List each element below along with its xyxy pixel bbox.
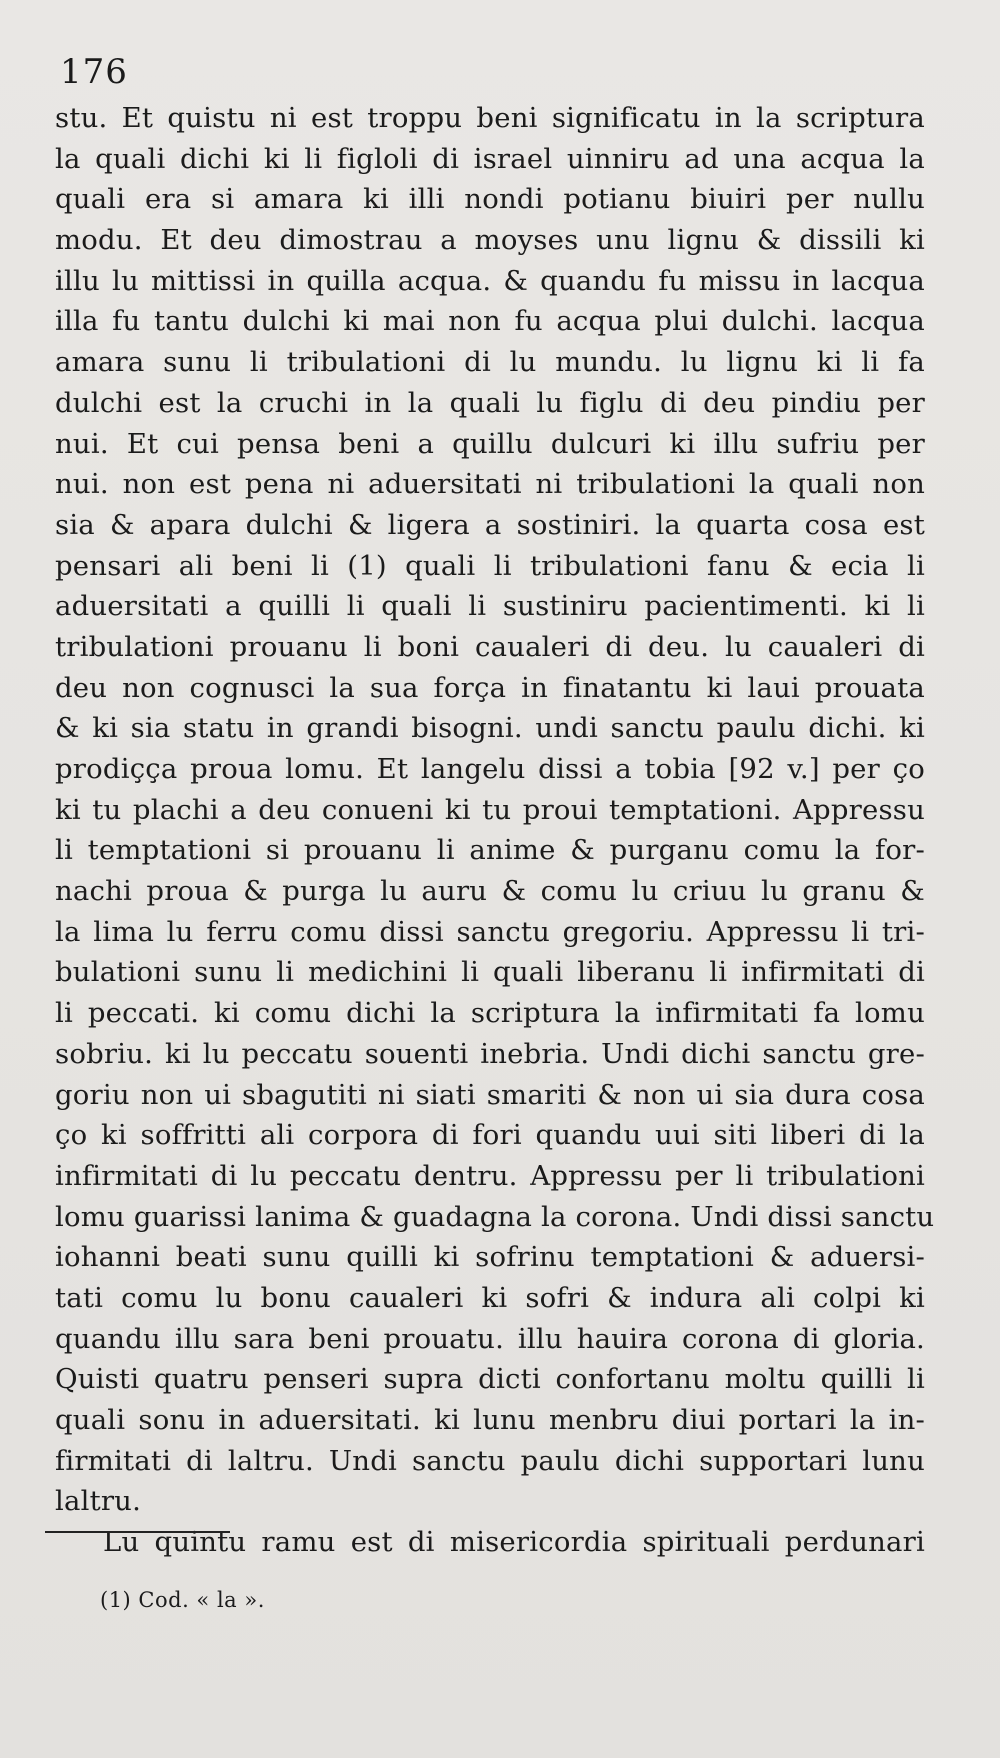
text-line: firmitati di laltru. Undi sanctu paulu dichi supportari lunu — [55, 1444, 925, 1477]
text-line: sia & apara dulchi & ligera a sostiniri. la quarta cosa est — [55, 508, 925, 541]
text-line: quandu illu sara beni prouatu. illu hauira corona di gloria. — [55, 1322, 925, 1355]
text-line: illu lu mittissi in quilla acqua. & quandu fu missu in lacqua — [55, 264, 925, 297]
page-number: 176 — [60, 52, 128, 92]
text-line: li peccati. ki comu dichi la scriptura la infirmitati fa lomu — [55, 997, 925, 1030]
text-line: tribulationi prouanu li boni caualeri di deu. lu caualeri di — [55, 630, 925, 663]
text-line: dulchi est la cruchi in la quali lu figlu di deu pindiu per — [55, 386, 925, 419]
text-line: infirmitati di lu peccatu dentru. Appressu per li tribulationi — [55, 1159, 925, 1192]
text-line: pensari ali beni li (1) quali li tribulationi fanu & ecia li — [55, 549, 925, 582]
text-line: modu. Et deu dimostrau a moyses unu lignu & dissili ki — [55, 224, 925, 257]
body-text — [55, 98, 935, 1563]
text-line: nachi proua & purga lu auru & comu lu criuu lu granu & — [55, 875, 925, 908]
text-line: stu. Et quistu ni est troppu beni significatu in la scriptura — [55, 102, 925, 134]
text-line: tati comu lu bonu caualeri ki sofri & indura ali colpi ki — [55, 1281, 925, 1314]
text-line: nui. non est pena ni aduersitati ni tribulationi la quali non — [55, 468, 925, 501]
text-line: ki tu plachi a deu conueni ki tu proui temptationi. Appressu — [55, 793, 925, 826]
text-line: la lima lu ferru comu dissi sanctu gregoriu. Appressu li tri- — [55, 915, 925, 948]
footnote: (1) Cod. « la ». — [100, 1588, 265, 1612]
text-line: Quisti quatru penseri supra dicti confortanu moltu quilli li — [55, 1363, 925, 1396]
text-line: amara sunu li tribulationi di lu mundu. lu lignu ki li fa — [55, 346, 925, 379]
footnote-rule — [45, 1531, 230, 1533]
text-line: la quali dichi ki li figloli di israel uinniru ad una acqua la — [55, 142, 925, 175]
text-line: sobriu. ki lu peccatu souenti inebria. Undi dichi sanctu gre- — [55, 1037, 925, 1070]
text-line: quali sonu in aduersitati. ki lunu menbru diui portari la in- — [55, 1404, 925, 1436]
text-line: nui. Et cui pensa beni a quillu dulcuri ki illu sufriu per — [55, 427, 925, 460]
text-line: li temptationi si prouanu li anime & purganu comu la for- — [55, 834, 925, 867]
text-line: bulationi sunu li medichini li quali liberanu li infirmitati di — [55, 956, 925, 989]
text-line: & ki sia statu in grandi bisogni. undi sanctu paulu dichi. ki — [55, 712, 925, 745]
text-line: prodiçça proua lomu. Et langelu dissi a tobia [92 v.] per ço — [55, 753, 925, 785]
text-line: iohanni beati sunu quilli ki sofrinu temptationi & aduersi- — [55, 1241, 925, 1274]
text-line: quali era si amara ki illi nondi potianu biuiri per nullu — [55, 183, 925, 216]
text-line: lomu guarissi lanima & guadagna la corona. Undi dissi sanctu — [55, 1200, 935, 1233]
text-line: laltru. — [55, 1485, 142, 1518]
text-line: goriu non ui sbagutiti ni siati smariti & non ui sia dura cosa — [55, 1078, 925, 1111]
text-line: Lu quintu ramu est di misericordia spirituali perdunari — [103, 1526, 925, 1559]
text-line: illa fu tantu dulchi ki mai non fu acqua plui dulchi. lacqua — [55, 305, 925, 338]
text-line: aduersitati a quilli li quali li sustiniru pacientimenti. ki li — [55, 590, 925, 623]
text-line: deu non cognusci la sua força in finatantu ki laui prouata — [55, 671, 925, 704]
text-line: ço ki soffritti ali corpora di fori quandu uui siti liberi di la — [55, 1119, 925, 1152]
